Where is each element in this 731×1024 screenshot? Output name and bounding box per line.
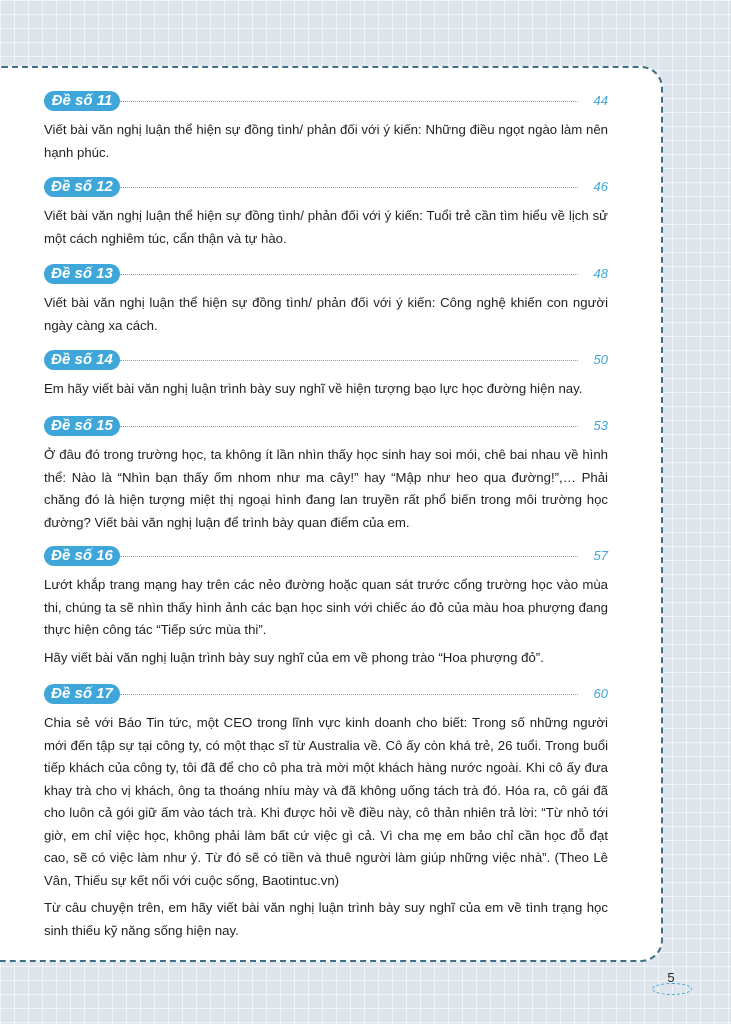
entry-page-number: 48	[593, 266, 608, 281]
entry-header	[44, 177, 608, 197]
entry-text: Viết bài văn nghị luận thể hiện sự đồng tình/ phản đối với ý kiến: Những điều ngọt ngào làm nên hạnh phúc.	[44, 122, 608, 160]
dotted-leader	[120, 274, 578, 275]
entry-badge: Đề số 13	[44, 264, 120, 284]
dotted-leader	[120, 426, 578, 427]
entry-de-so-12	[44, 177, 608, 250]
entry-page-number: 46	[593, 179, 608, 194]
entry-text: Ở đâu đó trong trường học, ta không ít lần nhìn thấy học sinh hay soi mói, chê bai nhau về hình thể: Nào là “Nhìn bạn thấy ốm nhom như ma cây!” hay “Mập như heo qua đường!”,… Phải chăng đó là hiện tượng miệt thị ngoại hình đang lan truyền rất phổ biến trong môi trường học đường? Viết bài văn nghị luận để trình bày quan điểm của em.	[44, 447, 608, 530]
entry-text: Chia sẻ với Báo Tin tức, một CEO trong lĩnh vực kinh doanh cho biết: Trong số những người mới đến tập sự tại công ty, có một thạc sĩ từ Australia về. Cô ấy còn khá trẻ, 26 tuổi. Trong buổi tiếp khách của công ty, tôi đã để cho cô pha trà mời một khách hàng nước ngoài. Khi cô ấy đưa khay trà cho vị khách, ông ta thoáng nhíu mày và đã không uống tách trà đó. Hóa ra, cô gái đã cho luôn cả gói giữ ấm vào tách trà. Khi được hỏi về điều này, cô thản nhiên trả lời: “Từ nhỏ tới giờ, em chỉ việc học, không phải làm bất cứ việc gì cả. Vì cha mẹ em bảo chỉ cần học đỗ đạt cao, sẽ có việc làm như ý. Từ đó sẽ có tiền và thuê người làm giúp những việc nhà”. (Theo Lê Vân, Thiếu sự kết nối với cuộc sống, Baotintuc.vn)	[44, 715, 608, 888]
entry-badge: Đề số 17	[44, 684, 120, 704]
entry-text: Viết bài văn nghị luận thể hiện sự đồng tình/ phản đối với ý kiến: Tuổi trẻ cần tìm hiểu về lịch sử một cách nghiêm túc, cẩn thận và tự hào.	[44, 208, 608, 246]
entry-header	[44, 91, 608, 111]
entry-page-number: 60	[593, 686, 608, 701]
dotted-leader	[120, 556, 578, 557]
entry-de-so-11	[44, 91, 608, 164]
entry-header	[44, 546, 608, 566]
entry-de-so-13	[44, 264, 608, 337]
entry-badge: Đề số 15	[44, 416, 120, 436]
entry-badge: Đề số 12	[44, 177, 120, 197]
dotted-leader	[120, 694, 578, 695]
entry-page-number: 50	[593, 352, 608, 367]
entry-text: Em hãy viết bài văn nghị luận trình bày suy nghĩ về hiện tượng bạo lực học đường hiện nay.	[44, 381, 583, 396]
entry-page-number: 53	[593, 418, 608, 433]
dotted-leader	[120, 360, 578, 361]
entry-de-so-15	[44, 416, 608, 534]
entry-badge: Đề số 16	[44, 546, 120, 566]
entry-text: Từ câu chuyện trên, em hãy viết bài văn nghị luận trình bày suy nghĩ của em về tình trạng học sinh thiếu kỹ năng sống hiện nay.	[44, 900, 608, 938]
entry-badge: Đề số 14	[44, 350, 120, 370]
dotted-leader	[120, 187, 578, 188]
entry-de-so-16	[44, 546, 608, 669]
entry-text: Viết bài văn nghị luận thể hiện sự đồng tình/ phản đối với ý kiến: Công nghệ khiến con người ngày càng xa cách.	[44, 295, 608, 333]
dotted-leader	[120, 101, 578, 102]
entry-text: Hãy viết bài văn nghị luận trình bày suy nghĩ của em về phong trào “Hoa phượng đỏ”.	[44, 649, 544, 665]
entry-page-number: 44	[593, 93, 608, 108]
entry-header	[44, 684, 608, 704]
entry-header	[44, 416, 608, 436]
entry-de-so-14	[44, 350, 608, 401]
entry-badge: Đề số 11	[44, 91, 120, 111]
entry-text: Lướt khắp trang mạng hay trên các nẻo đường hoặc quan sát trước cổng trường học vào mùa thi, chúng ta sẽ nhìn thấy hình ảnh các bạn học sinh với chiếc áo đỏ của màu hoa phượng đang thực hiện công tác “Tiếp sức mùa thi”.	[44, 577, 608, 637]
entry-header	[44, 350, 608, 370]
entry-page-number: 57	[593, 548, 608, 563]
entry-header	[44, 264, 608, 284]
content-panel	[0, 66, 663, 962]
entry-de-so-17	[44, 684, 608, 942]
page-number: 5	[667, 970, 675, 985]
